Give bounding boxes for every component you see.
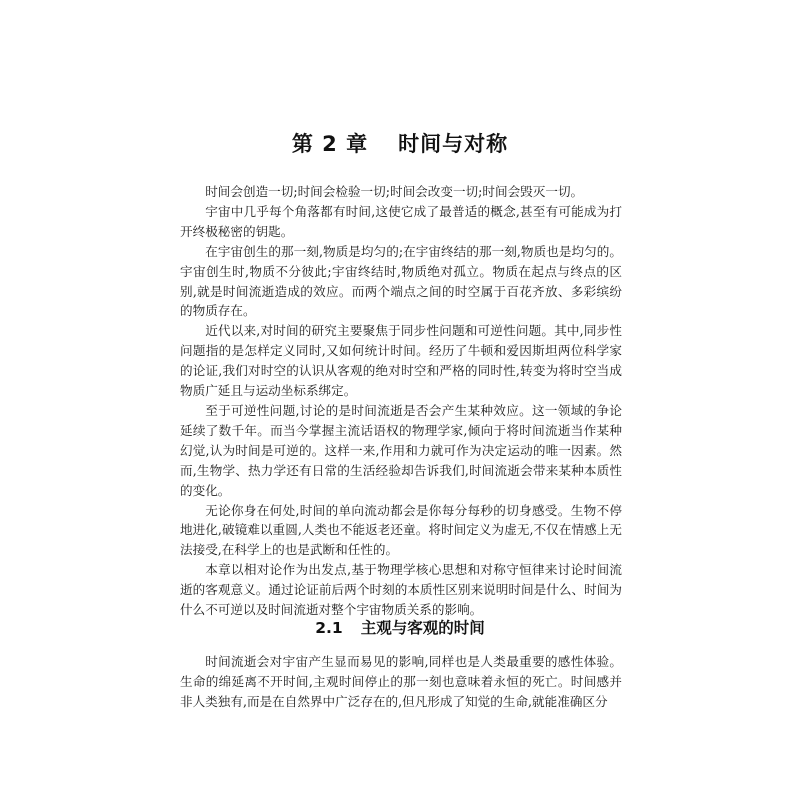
- section-body-text: [180, 652, 622, 712]
- paragraph: 在宇宙创生的那一刻,物质是均匀的;在宇宙终结的那一刻,物质也是均匀的。宇宙创生时,物质不分彼此;宇宙终结时,物质绝对孤立。物质在起点与终点的区别,就是时间流逝造成的效应。而两个端点之间的时空属于百花齐放、多彩缤纷的物质存在。: [180, 243, 622, 319]
- section-title: 主观与客观的时间: [360, 619, 485, 637]
- chapter-title: 时间与对称: [398, 132, 509, 156]
- paragraph: 近代以来,对时间的研究主要聚焦于同步性问题和可逆性问题。其中,同步性问题指的是怎样定义同时,又如何统计时间。经历了牛顿和爱因斯坦两位科学家的论证,我们对时空的认识从客观的绝对时空和严格的同时性,转变为将时空当成物质广延且与运动坐标系绑定。: [180, 323, 622, 399]
- paragraph: 时间流逝会对宇宙产生显而易见的影响,同样也是人类最重要的感性体验。生命的绵延离不开时间,主观时间停止的那一刻也意味着永恒的死亡。时间感并非人类独有,而是在自然界中广泛存在的,但凡形成了知觉的生命,就能准确区分: [180, 654, 622, 709]
- paragraph: 至于可逆性问题,讨论的是时间流逝是否会产生某种效应。这一领域的争论延续了数千年。而当今掌握主流话语权的物理学家,倾向于将时间流逝当作某种幻觉,认为时间是可逆的。这样一来,作用和力就可作为决定运动的唯一因素。然而,生物学、热力学还有日常的生活经验却告诉我们,时间流逝会带来某种本质性的变化。: [180, 402, 622, 498]
- chapter-heading: [0, 128, 800, 158]
- section-heading: [0, 616, 800, 638]
- paragraph: 无论你身在何处,时间的单向流动都会是你每分每秒的切身感受。生物不停地进化,破镜难以重圆,人类也不能返老还童。将时间定义为虚无,不仅在情感上无法接受,在科学上的也是武断和任性的。: [180, 502, 622, 558]
- chapter-intro-text: [180, 182, 622, 620]
- section-number: 2.1: [315, 619, 343, 637]
- paragraph: 宇宙中几乎每个角落都有时间,这使它成了最普适的概念,甚至有可能成为打开终极秘密的钥匙。: [180, 203, 622, 239]
- chapter-number: 第 2 章: [291, 132, 369, 156]
- paragraph: 时间会创造一切;时间会检验一切;时间会改变一切;时间会毁灭一切。: [205, 184, 584, 199]
- paragraph: 本章以相对论作为出发点,基于物理学核心思想和对称守恒律来讨论时间流逝的客观意义。通过论证前后两个时刻的本质性区别来说明时间是什么、时间为什么不可逆以及时间流逝对整个宇宙物质关系的影响。: [180, 562, 622, 618]
